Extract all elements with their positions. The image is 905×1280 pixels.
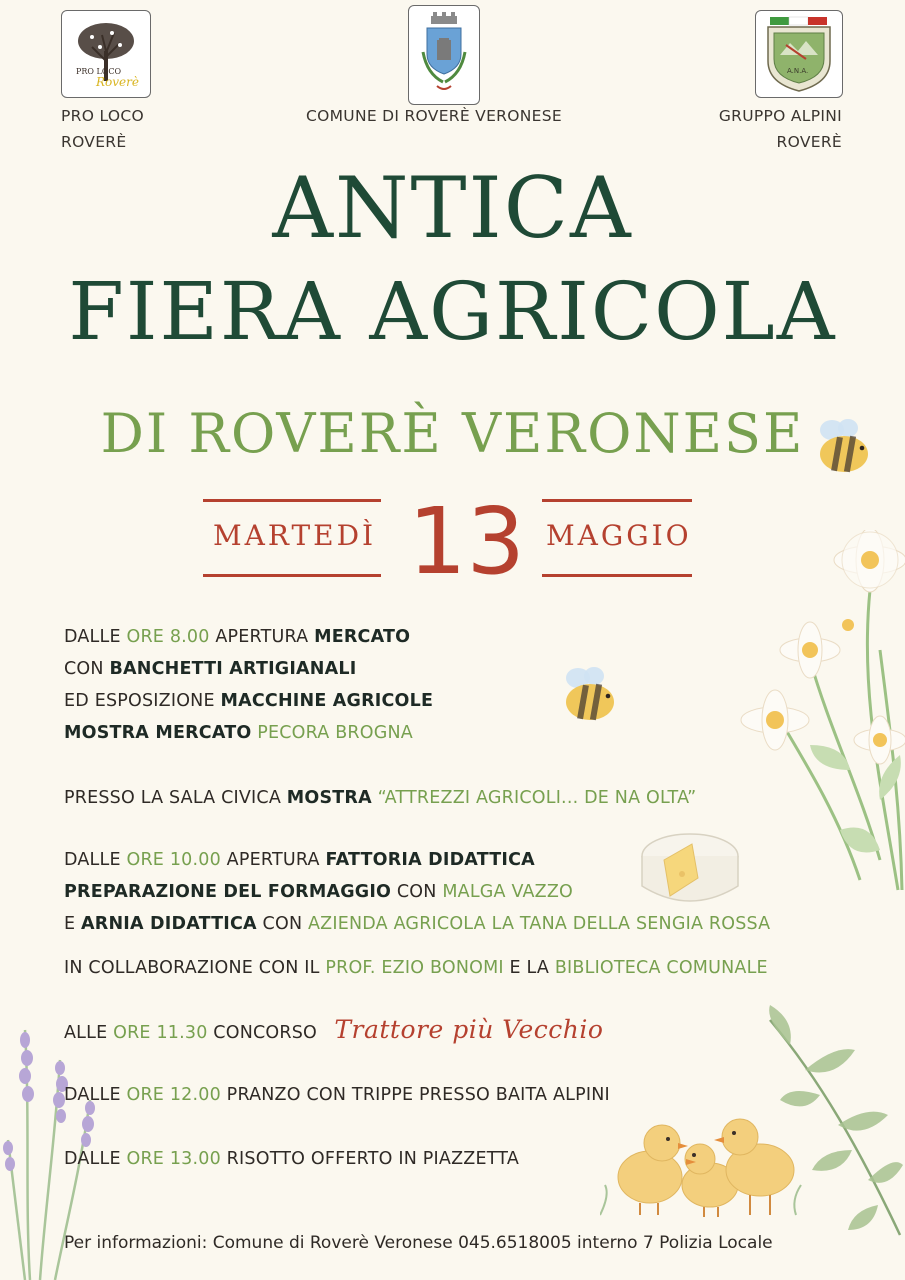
contest-name-text: Trattore più Vecchio — [334, 1015, 604, 1044]
footer-contact-info: Per informazioni: Comune di Roverè Veronese 045.6518005 interno 7 Polizia Locale — [64, 1233, 773, 1253]
program-text-segment: E — [64, 914, 82, 934]
program-text-segment: RISOTTO OFFERTO IN PIAZZETTA — [220, 1149, 519, 1169]
program-text-segment: PROF. EZIO BONOMI — [325, 958, 504, 978]
program-text-segment: ARNIA DIDATTICA — [81, 914, 257, 934]
program-text-segment: BIBLIOTECA COMUNALE — [554, 958, 768, 978]
program-line — [64, 912, 770, 936]
program-line — [64, 721, 413, 745]
page-subtitle: DI ROVERÈ VERONESE — [100, 402, 805, 465]
program-text-segment: DALLE — [64, 1149, 127, 1169]
program-text-segment: CONCORSO — [207, 1023, 335, 1043]
comune-caption: COMUNE DI ROVERÈ VERONESE — [306, 107, 562, 125]
gruppo-alpini-caption: GRUPPO ALPINI ROVERÈ — [718, 107, 842, 151]
program-text-segment: PREPARAZIONE DEL FORMAGGIO — [64, 882, 392, 902]
coat-of-arms-icon — [409, 6, 479, 104]
program-text-segment: PRANZO CON TRIPPE PRESSO BAITA ALPINI — [220, 1085, 610, 1105]
program-text-segment: ORE 8.00 — [126, 627, 210, 647]
program-text-segment: ORE 11.30 — [113, 1023, 208, 1043]
program-text-segment: DALLE — [64, 627, 127, 647]
program-line — [64, 689, 433, 713]
program-line — [64, 956, 768, 980]
program-text-segment: ORE 13.00 — [126, 1149, 221, 1169]
program-text-segment: PRESSO LA SALA CIVICA — [64, 788, 287, 808]
program-text-segment: CON — [64, 659, 110, 679]
program-line — [64, 880, 573, 904]
program-text-segment: FATTORIA DIDATTICA — [325, 850, 535, 870]
program-text-segment: E LA — [503, 958, 555, 978]
date-divider — [203, 574, 381, 577]
program-text-segment: MOSTRA MERCATO — [64, 723, 252, 743]
program-text-segment: ORE 10.00 — [126, 850, 221, 870]
page-title-line-2: FIERA AGRICOLA — [68, 265, 837, 358]
program-text-segment: MALGA VAZZO — [442, 882, 574, 902]
date-divider — [542, 499, 692, 502]
program-text-segment: DALLE — [64, 850, 127, 870]
chicks-illustration — [600, 1115, 805, 1220]
program-text-segment: MERCATO — [314, 627, 411, 647]
date-divider — [542, 574, 692, 577]
pro-loco-logo — [61, 10, 151, 98]
gruppo-alpini-logo — [755, 10, 843, 98]
bee-illustration — [560, 662, 620, 724]
program-text-segment: MACCHINE AGRICOLE — [220, 691, 434, 711]
program-text-segment: IN COLLABORAZIONE CON IL — [64, 958, 326, 978]
pro-loco-logo-text: Roverè — [96, 75, 139, 89]
comune-coat-of-arms — [408, 5, 480, 105]
alpini-logo-text: A.N.A. — [787, 67, 809, 75]
program-text-segment: APERTURA — [220, 850, 326, 870]
date-day: 13 — [408, 488, 526, 595]
program-line — [64, 1083, 610, 1107]
program-text-segment: ED ESPOSIZIONE — [64, 691, 221, 711]
program-text-segment: ALLE — [64, 1023, 114, 1043]
alpini-shield-icon — [756, 11, 842, 97]
page-title-line-1: ANTICA — [272, 159, 633, 257]
program-text-segment: APERTURA — [209, 627, 315, 647]
program-text-segment: ORE 12.00 — [126, 1085, 221, 1105]
program-line — [64, 1147, 519, 1171]
program-text-segment: “ATTREZZI AGRICOLI... DE NA OLTA” — [371, 788, 697, 808]
cheese-illustration — [638, 826, 742, 912]
daisy-flowers-illustration — [730, 530, 905, 900]
date-month: MAGGIO — [546, 519, 692, 552]
program-text-segment: AZIENDA AGRICOLA LA TANA DELLA SENGIA ROSSA — [308, 914, 771, 934]
pro-loco-caption: PRO LOCO ROVERÈ — [61, 107, 144, 151]
date-divider — [203, 499, 381, 502]
program-line — [64, 657, 356, 681]
program-text-segment: BANCHETTI ARTIGIANALI — [109, 659, 357, 679]
program-text-segment: PECORA BROGNA — [251, 723, 413, 743]
program-line — [64, 625, 410, 649]
pro-loco-logo-text: PRO LOCO — [76, 67, 122, 76]
program-text-segment: DALLE — [64, 1085, 127, 1105]
program-line — [64, 1015, 604, 1045]
program-text-segment: CON — [256, 914, 308, 934]
program-line — [64, 848, 535, 872]
program-line — [64, 786, 696, 810]
program-text-segment: MOSTRA — [286, 788, 372, 808]
date-weekday: MARTEDÌ — [213, 519, 377, 552]
program-text-segment: CON — [391, 882, 443, 902]
